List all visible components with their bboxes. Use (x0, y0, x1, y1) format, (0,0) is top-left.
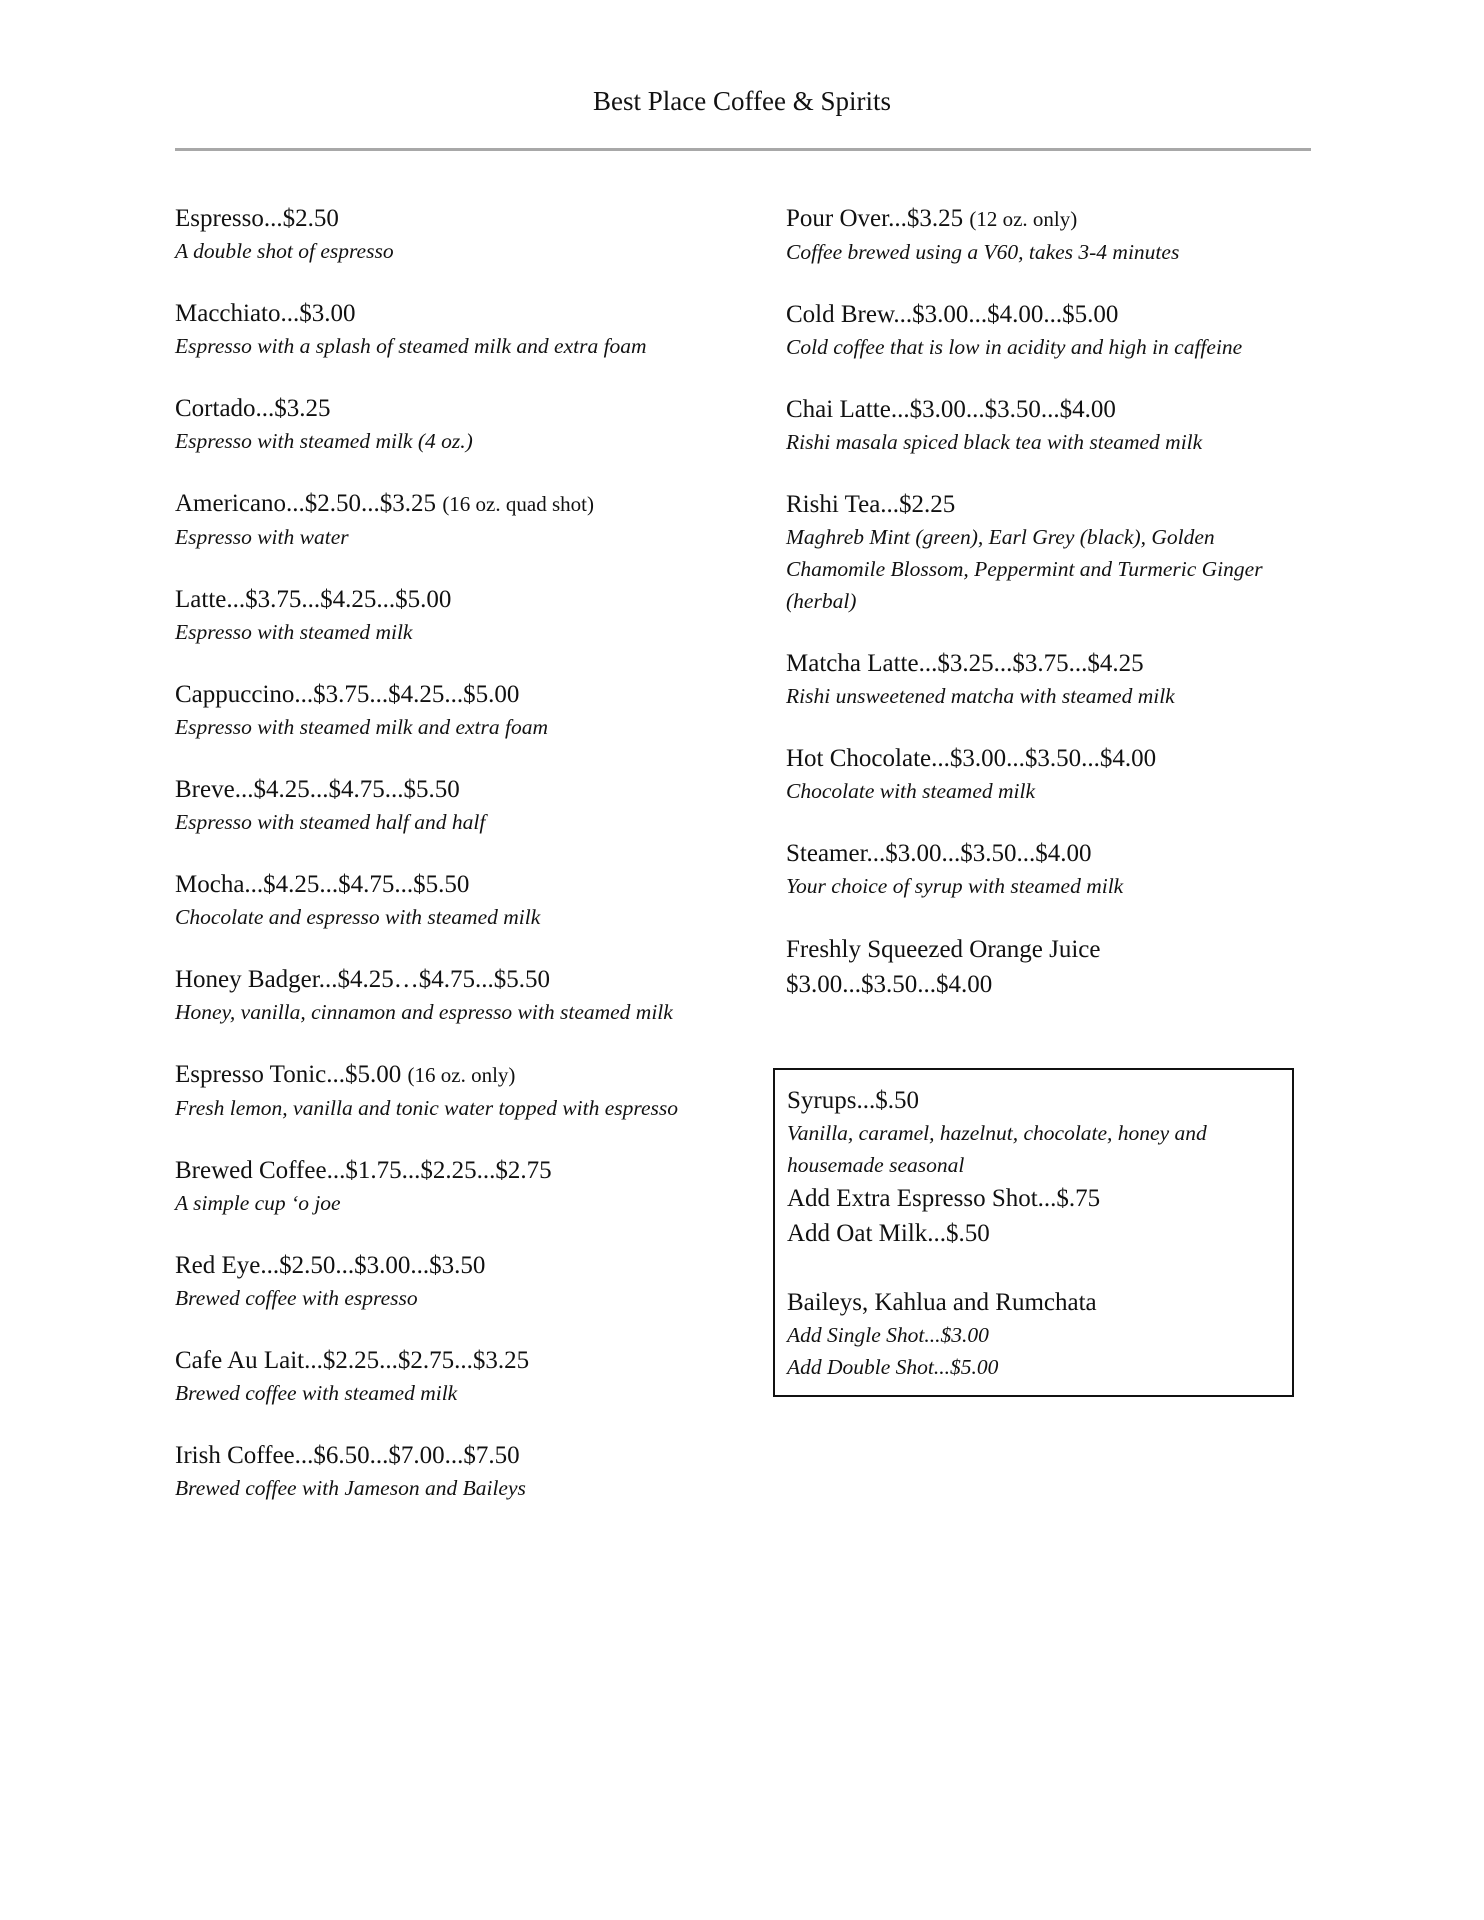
menu-item (175, 202, 700, 267)
item-description: Honey, vanilla, cinnamon and espresso with steamed milk (175, 1000, 673, 1024)
menu-item (786, 202, 1306, 268)
item-description: Cold coffee that is low in acidity and high in caffeine (786, 335, 1243, 359)
item-prices: $3.00...$3.50...$4.00 (786, 971, 993, 998)
item-description: Chocolate and espresso with steamed milk (175, 905, 541, 929)
item-size-note: (16 oz. quad shot) (442, 492, 594, 516)
item-size-note: (16 oz. only) (407, 1063, 516, 1087)
item-description: Rishi unsweetened matcha with steamed milk (786, 684, 1175, 708)
item-name: Breve...$4.25...$4.75...$5.50 (175, 776, 460, 803)
item-name: Red Eye...$2.50...$3.00...$3.50 (175, 1252, 486, 1279)
item-name: Chai Latte...$3.00...$3.50...$4.00 (786, 396, 1116, 423)
right-menu-column (786, 202, 1306, 1032)
item-description: Chocolate with steamed milk (786, 779, 1036, 803)
item-name: Matcha Latte...$3.25...$3.75...$4.25 (786, 650, 1144, 677)
item-name: Steamer...$3.00...$3.50...$4.00 (786, 840, 1092, 867)
item-description: Coffee brewed using a V60, takes 3-4 minutes (786, 240, 1180, 264)
item-description: Your choice of syrup with steamed milk (786, 874, 1124, 898)
title-divider (175, 148, 1311, 151)
item-name: Latte...$3.75...$4.25...$5.00 (175, 586, 452, 613)
menu-item (786, 837, 1306, 902)
menu-item (786, 393, 1306, 458)
item-description: Espresso with steamed milk and extra foam (175, 715, 549, 739)
item-name: Freshly Squeezed Orange Juice (786, 936, 1101, 963)
item-description: Espresso with steamed milk (4 oz.) (175, 429, 473, 453)
menu-item (175, 678, 700, 743)
item-description: A double shot of espresso (175, 239, 394, 263)
item-name: Rishi Tea...$2.25 (786, 491, 956, 518)
orange-juice-item (786, 932, 1306, 1002)
item-name: Cold Brew...$3.00...$4.00...$5.00 (786, 301, 1119, 328)
menu-item (175, 773, 700, 838)
menu-item (786, 298, 1306, 363)
left-menu-column (175, 202, 700, 1534)
menu-item (175, 392, 700, 457)
item-name: Pour Over...$3.25 (786, 205, 964, 232)
syrups-title: Syrups...$.50 (787, 1087, 919, 1114)
menu-item (175, 868, 700, 933)
item-description: Brewed coffee with steamed milk (175, 1381, 458, 1405)
oat-milk-addon: Add Oat Milk...$.50 (787, 1220, 990, 1247)
menu-item (175, 963, 700, 1028)
item-name: Mocha...$4.25...$4.75...$5.50 (175, 871, 470, 898)
item-description: Espresso with steamed half and half (175, 810, 486, 834)
item-description: Espresso with steamed milk (175, 620, 413, 644)
syrups-description: Vanilla, caramel, hazelnut, chocolate, honey and housemade seasonal (787, 1121, 1207, 1177)
item-name: Cappuccino...$3.75...$4.25...$5.00 (175, 681, 520, 708)
item-name: Macchiato...$3.00 (175, 300, 356, 327)
extra-shot-addon: Add Extra Espresso Shot...$.75 (787, 1185, 1101, 1212)
spirits-title: Baileys, Kahlua and Rumchata (787, 1289, 1097, 1316)
addons-box (773, 1068, 1294, 1397)
item-size-note: (12 oz. only) (969, 207, 1078, 231)
item-name: Espresso...$2.50 (175, 205, 339, 232)
menu-item (175, 1344, 700, 1409)
double-shot-addon: Add Double Shot...$5.00 (787, 1355, 999, 1379)
menu-item (786, 742, 1306, 807)
menu-item (786, 647, 1306, 712)
menu-title: Best Place Coffee & Spirits (593, 86, 891, 116)
menu-item (175, 1058, 700, 1124)
item-name: Honey Badger...$4.25…$4.75...$5.50 (175, 966, 550, 993)
item-name: Cafe Au Lait...$2.25...$2.75...$3.25 (175, 1347, 530, 1374)
item-description: Maghreb Mint (green), Earl Grey (black), Golden Chamomile Blossom, Peppermint and Turmeric Ginger (herbal) (786, 525, 1263, 613)
item-name: Americano...$2.50...$3.25 (175, 490, 437, 517)
menu-item (175, 1439, 700, 1504)
item-name: Hot Chocolate...$3.00...$3.50...$4.00 (786, 745, 1157, 772)
menu-item (175, 1249, 700, 1314)
menu-item (175, 1154, 700, 1219)
item-description: Espresso with water (175, 525, 349, 549)
item-name: Cortado...$3.25 (175, 395, 331, 422)
item-name: Brewed Coffee...$1.75...$2.25...$2.75 (175, 1157, 552, 1184)
item-description: Brewed coffee with Jameson and Baileys (175, 1476, 526, 1500)
item-description: Rishi masala spiced black tea with steamed milk (786, 430, 1203, 454)
item-description: Espresso with a splash of steamed milk and extra foam (175, 334, 647, 358)
menu-item (175, 297, 700, 362)
item-name: Espresso Tonic...$5.00 (175, 1061, 402, 1088)
addons-spacer (787, 1251, 1280, 1286)
item-name: Irish Coffee...$6.50...$7.00...$7.50 (175, 1442, 520, 1469)
menu-item (786, 488, 1306, 617)
single-shot-addon: Add Single Shot...$3.00 (787, 1323, 989, 1347)
menu-item (175, 583, 700, 648)
item-description: Fresh lemon, vanilla and tonic water topped with espresso (175, 1096, 679, 1120)
item-description: Brewed coffee with espresso (175, 1286, 418, 1310)
menu-item (175, 487, 700, 553)
item-description: A simple cup ‘o joe (175, 1191, 341, 1215)
